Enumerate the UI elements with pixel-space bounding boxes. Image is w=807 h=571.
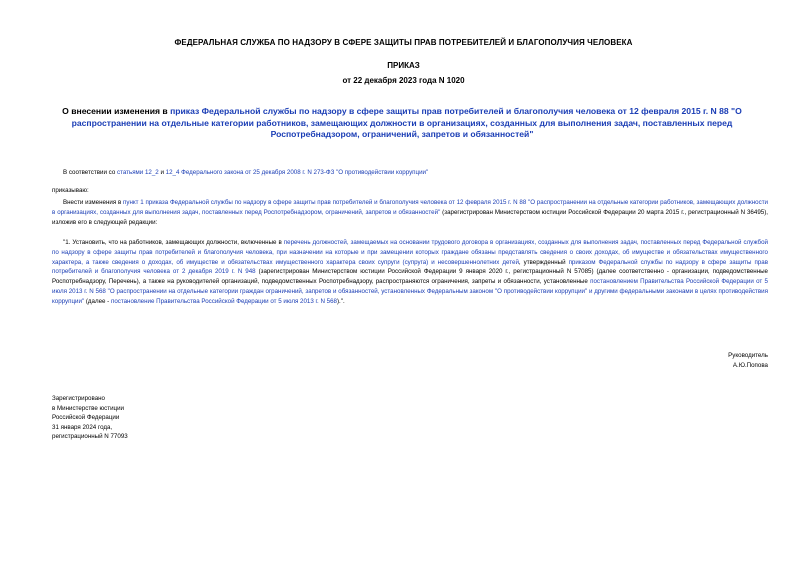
heading-text: О внесении изменения в — [62, 106, 171, 116]
amendment-text: Внести изменения в — [63, 199, 124, 206]
wording-text-post: ).". — [336, 297, 345, 305]
registration-line: в Министерстве юстиции — [52, 404, 125, 412]
registration-line: 31 января 2024 года, — [52, 423, 113, 431]
amendment-link[interactable]: пункт 1 приказа Федеральной службы по надзору в сфере защиты прав потребителей и благополучия человека от 12 февраля 2015 г. N 88 "О распространении на отдельные категории работников, замещающих должности в организациях, созданных для выполнения задач, поставленных перед Роспотребнадзором, ограничений, запретов и обязанностей" — [52, 199, 768, 216]
heading-link[interactable]: приказ Федеральной службы по надзору в сфере защиты прав потребителей и благополучия человека от 12 февраля 2015 г. N 88 "О распространении на отдельные категории работников, замещающих должности в организациях, созданных для выполнения задач, поставленных перед Роспотребнадзором, ограничений, запретов и обязанностей" — [71, 106, 742, 139]
paragraph-amendment — [52, 198, 768, 227]
paragraph-new-wording — [52, 238, 768, 307]
basis-link-law[interactable]: 12_4 Федерального закона от 25 декабря 2008 г. N 273-ФЗ "О противодействии коррупции" — [165, 169, 429, 176]
wording-link-resolution-short[interactable]: постановление Правительства Российской Федерации от 5 июля 2013 г. N 568 — [110, 297, 337, 305]
agency-title: ФЕДЕРАЛЬНАЯ СЛУЖБА ПО НАДЗОРУ В СФЕРЕ ЗАЩИТЫ ПРАВ ПОТРЕБИТЕЛЕЙ И БЛАГОПОЛУЧИЯ ЧЕЛОВЕКА — [174, 38, 633, 47]
wording-text-mid2: (зарегистрирован Министерством юстиции Российской Федерации 9 января 2020 г., регистрационный N 57085) (далее соответственно - организации, подведомственные Роспотребнадзору, Перечень), а также на руководителей организаций, подведомственных Роспотребнадзору, распространяются ограничения, запреты и обязанности, установленные — [52, 268, 768, 286]
basis-text: В соответствии со — [63, 169, 117, 176]
wording-text-mid3: (далее - — [84, 297, 111, 305]
basis-text-mid: и — [158, 169, 166, 176]
registration-line: регистрационный N 77093 — [52, 433, 128, 440]
registration-block — [52, 394, 128, 442]
document-type: ПРИКАЗ — [387, 61, 420, 70]
wording-text-mid1: , утвержденный — [518, 258, 569, 266]
signature-block — [680, 351, 768, 370]
order-word: приказываю: — [52, 187, 89, 194]
document-heading — [52, 106, 752, 141]
signer-title: Руководитель — [728, 352, 768, 359]
wording-link-order[interactable]: приказом Федеральной службы по надзору в сфере защиты прав потребителей и благополучия человека от 2 декабря 2019 г. N 948 — [52, 258, 768, 276]
wording-text: "1. Установить, что на работников, замещающих должности, включенные в — [63, 239, 284, 246]
wording-link-resolution[interactable]: постановлением Правительства Российской Федерации от 5 июля 2013 г. N 568 "О распространении на отдельные категории граждан ограничений, запретов и обязанностей, установленных Федеральным законом "О противодействии коррупции" и другими федеральными законами в целях противодействия коррупции" — [52, 278, 768, 305]
wording-link-list[interactable]: перечень должностей, замещаемых на основании трудового договора в организациях, созданных для выполнения задач, поставленных перед Федеральной службой по надзору в сфере защиты прав потребителей и благополучия человека, при назначении на которые и при замещении которых граждане обязаны представлять сведения о своих доходах, об имуществе и обязательствах имущественного характера, а также сведения о доходах, об имуществе и обязательствах имущественного характера своих супруги (супруга) и несовершеннолетних детей — [52, 239, 768, 266]
legal-basis — [63, 168, 763, 178]
registration-line: Зарегистрировано — [52, 395, 105, 402]
registration-line: Российской Федерации — [52, 414, 120, 421]
basis-link-article[interactable]: статьями 12_2 — [116, 169, 159, 176]
document-date: от 22 декабря 2023 года N 1020 — [342, 76, 465, 85]
signer-name: А.Ю.Попова — [732, 361, 768, 369]
amendment-text-post: (зарегистрирован Министерством юстиции Российской Федерации 20 марта 2015 г., регистрационный N 36495), изложив его в следующей редакции: — [52, 208, 768, 226]
